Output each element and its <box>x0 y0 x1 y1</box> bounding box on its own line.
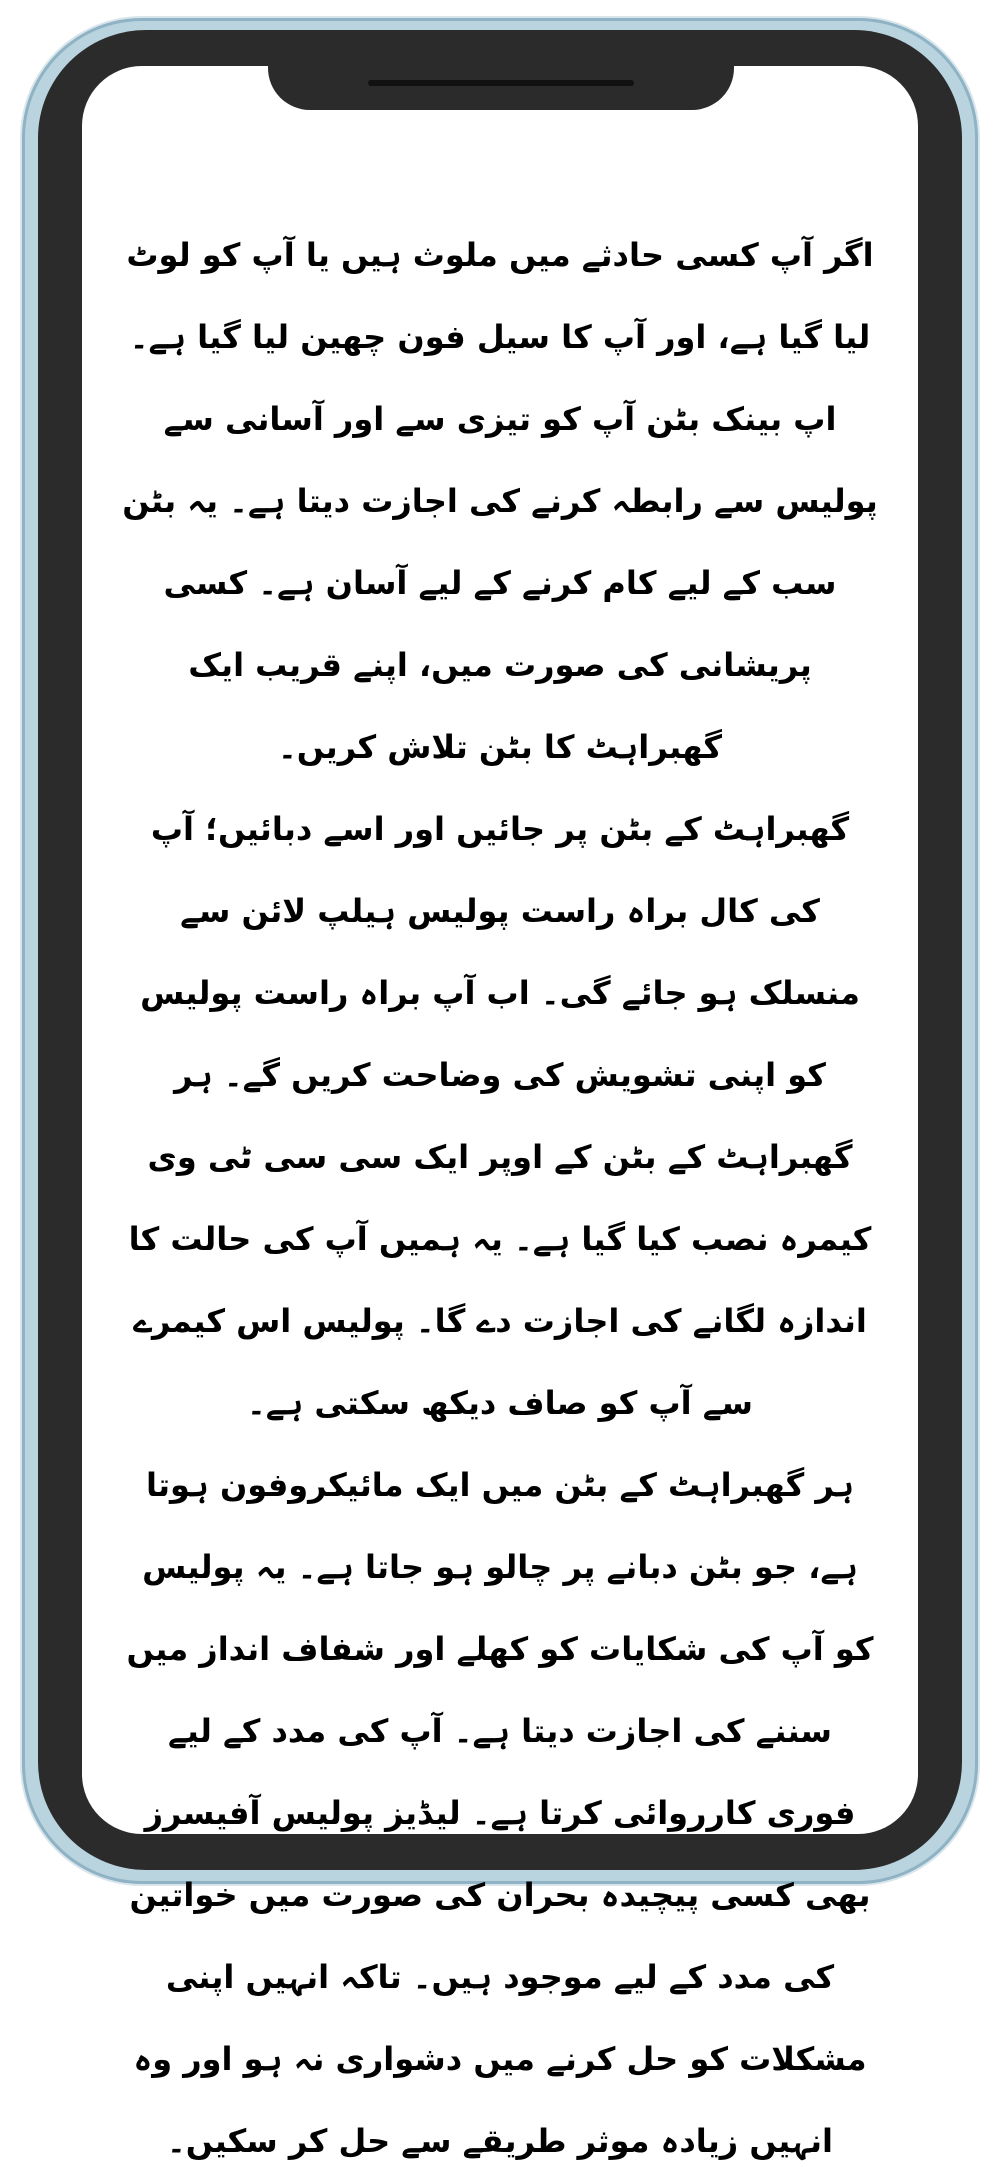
paragraph-3: ہر گھبراہٹ کے بٹن میں ایک مائیکروفون ہوتا ہے، جو بٹن دبانے پر چالو ہو جاتا ہے۔ یہ پولیس کو آپ کی شکایات کو کھلے اور شفاف انداز میں سننے کی اجازت دیتا ہے۔ آپ کی مدد کے لیے فوری کارروائی کرتا ہے۔ لیڈیز پولیس آفیسرز بھی کسی پیچیدہ بحران کی صورت میں خواتین کی مدد کے لیے موجود ہیں۔ تاکہ انہیں اپنی مشکلات کو حل کرنے میں دشواری نہ ہو اور وہ انہیں زیادہ موثر طریقے سے حل کر سکیں۔ <box>126 1466 874 2160</box>
speaker-slot <box>368 80 634 86</box>
paragraph-1: اگر آپ کسی حادثے میں ملوث ہیں یا آپ کو لوٹ لیا گیا ہے، اور آپ کا سیل فون چھین لیا گیا ہے۔ اپ بینک بٹن آپ کو تیزی سے اور آسانی سے پولیس سے رابطہ کرنے کی اجازت دیتا ہے۔ یہ بٹن سب کے لیے کام کرنے کے لیے آسان ہے۔ کسی پریشانی کی صورت میں، اپنے قریب ایک گھبراہٹ کا بٹن تلاش کریں۔ <box>122 236 878 766</box>
phone-screen <box>82 66 918 2160</box>
article-body <box>120 214 880 2182</box>
paragraph-2: گھبراہٹ کے بٹن پر جائیں اور اسے دبائیں؛ آپ کی کال براہ راست پولیس ہیلپ لائن سے منسلک ہو جائے گی۔ اب آپ براہ راست پولیس کو اپنی تشویش کی وضاحت کریں گے۔ ہر گھبراہٹ کے بٹن کے اوپر ایک سی سی ٹی وی کیمرہ نصب کیا گیا ہے۔ یہ ہمیں آپ کی حالت کا اندازہ لگانے کی اجازت دے گا۔ پولیس اس کیمرے سے آپ کو صاف دیکھ سکتی ہے۔ <box>128 810 872 1422</box>
phone-notch <box>268 30 734 110</box>
